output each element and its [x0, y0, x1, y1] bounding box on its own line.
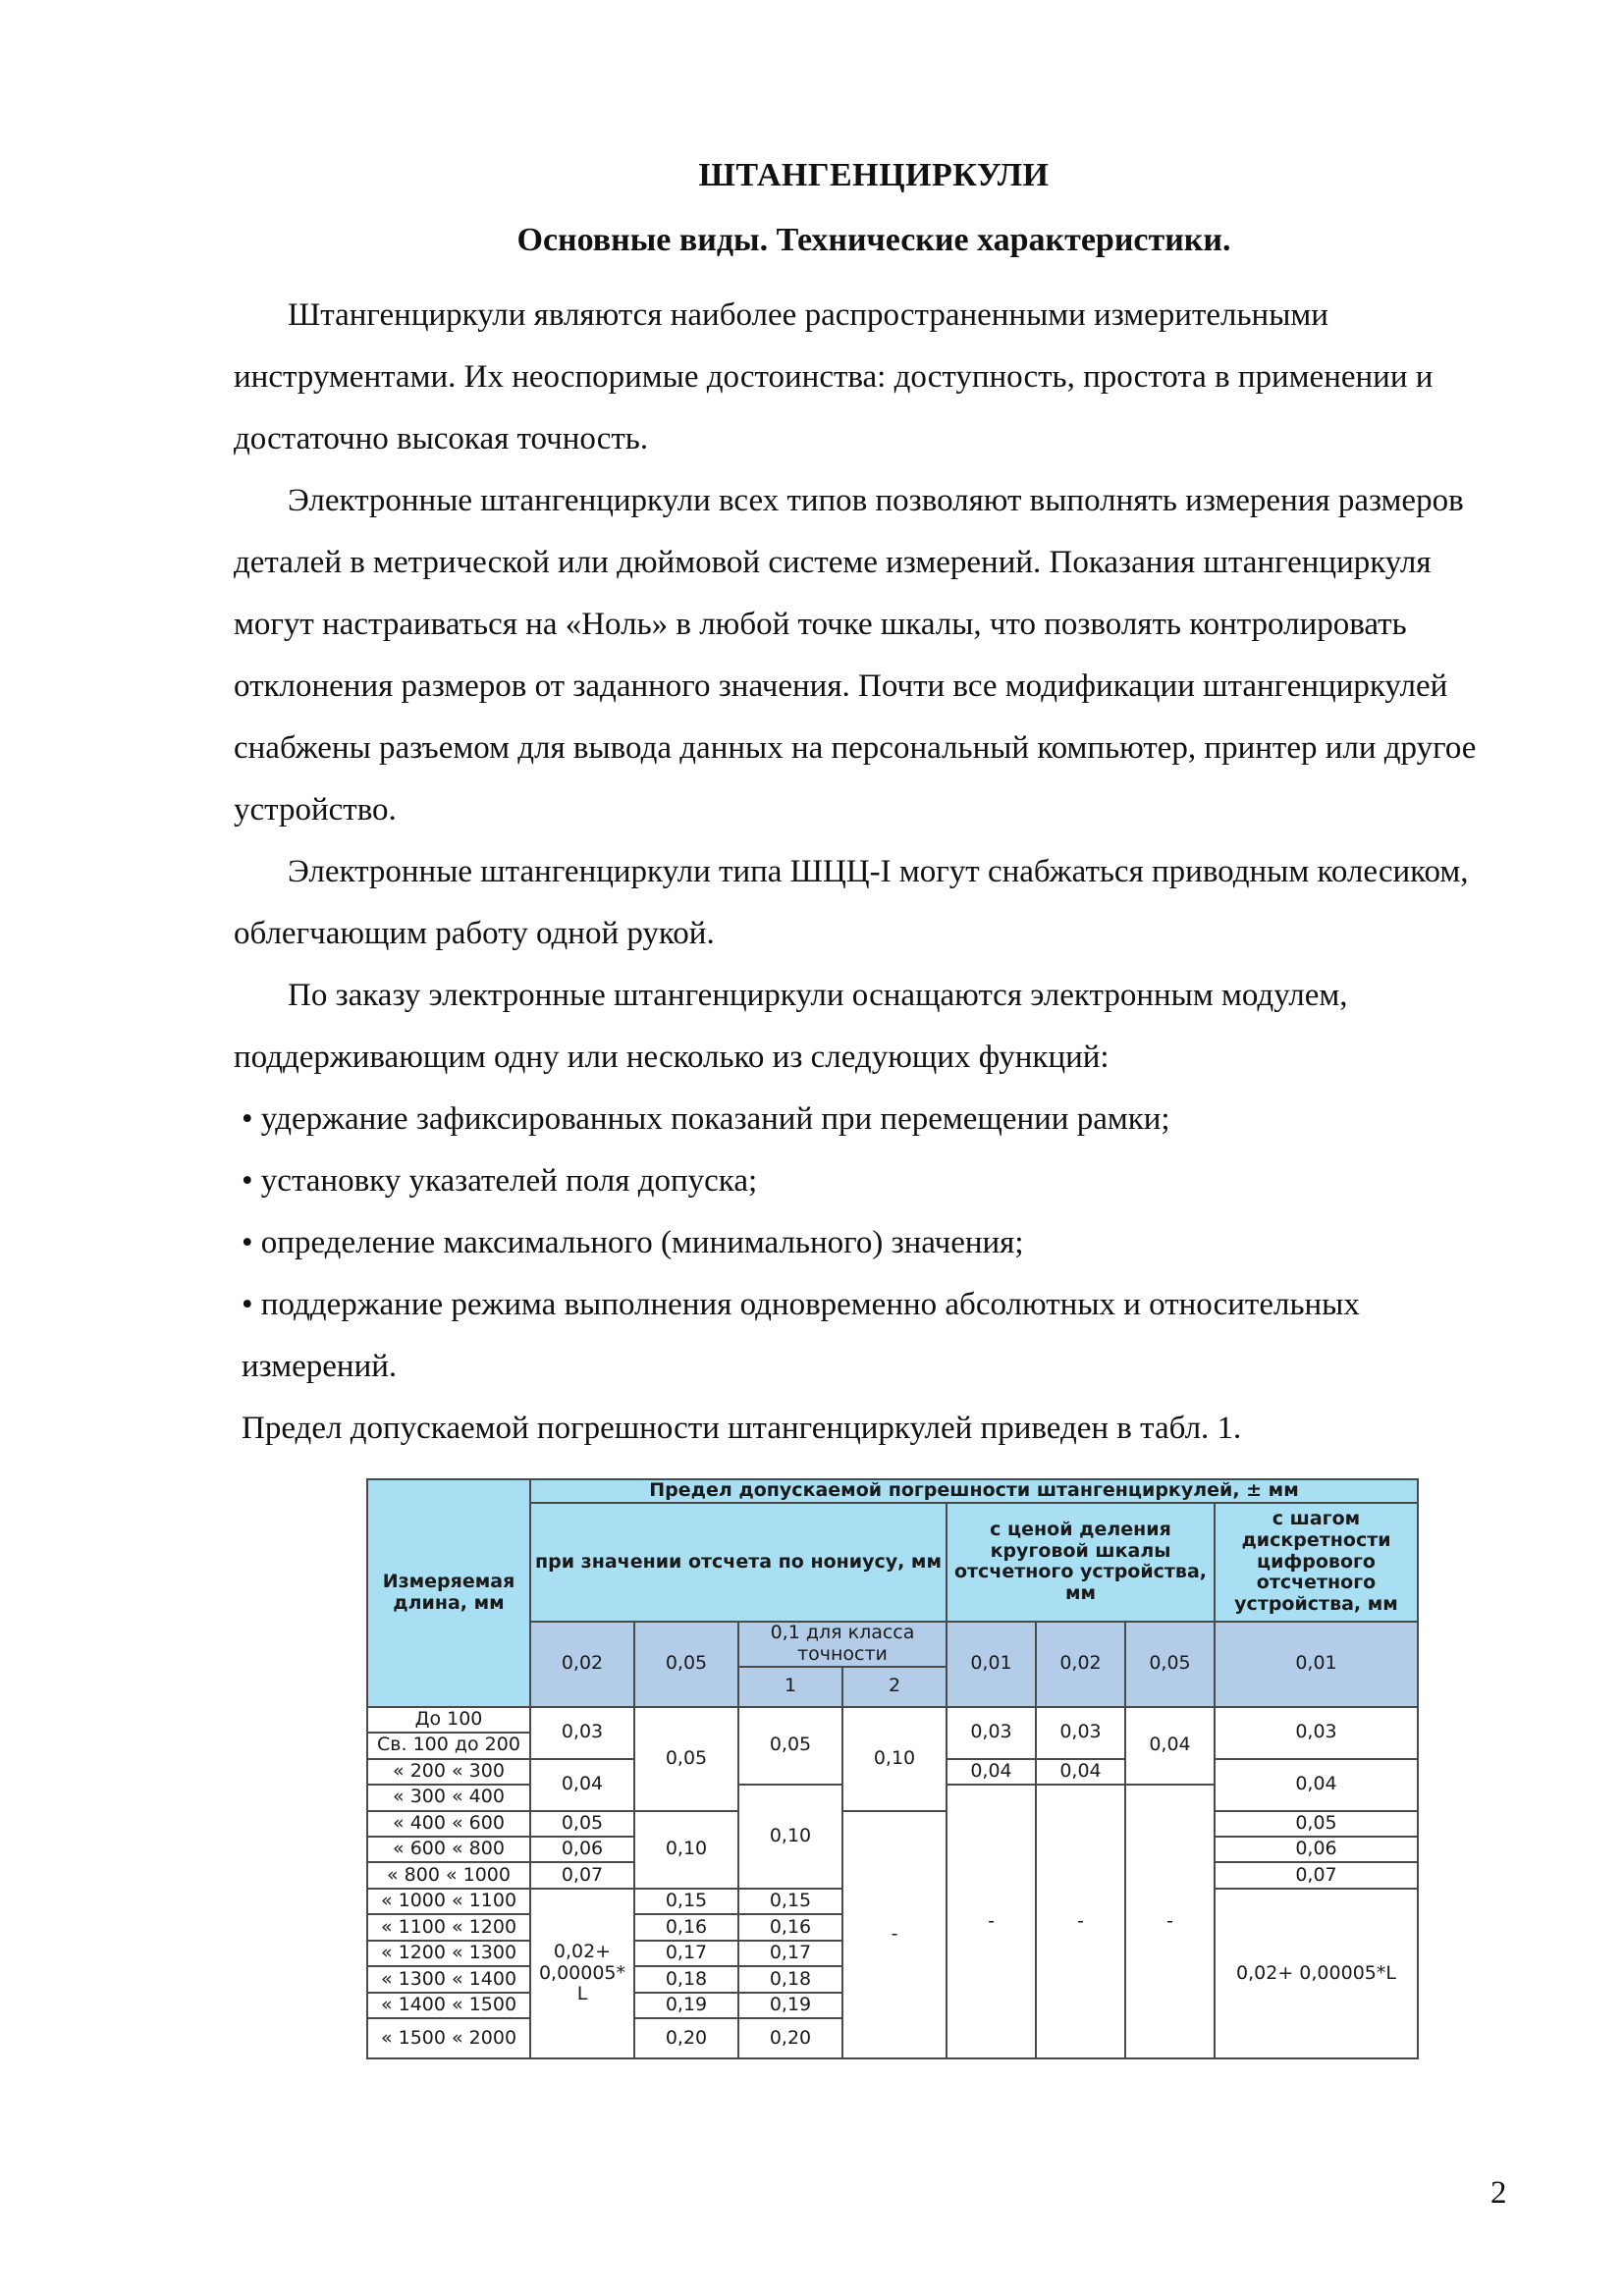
table-cell: 0,02+ 0,00005*L: [1215, 1889, 1418, 2058]
table-cell: 0,16: [634, 1914, 738, 1940]
table-cell: 0,04: [1036, 1759, 1125, 1785]
table-cell: -: [842, 1811, 947, 2058]
header-dial: с ценой деления круговой шкалы отсчетного устройства, мм: [947, 1503, 1215, 1621]
table-cell: 0,18: [634, 1966, 738, 1992]
table-cell: 0,03: [1215, 1707, 1418, 1759]
table-cell: 0,04: [530, 1759, 634, 1811]
row-label: « 1300 « 1400: [367, 1966, 530, 1992]
row-label: « 1400 « 1500: [367, 1993, 530, 2018]
row-label: До 100: [367, 1707, 530, 1733]
table-cell: 0,04: [947, 1759, 1036, 1785]
header-vernier: при значении отсчета по нониусу, мм: [530, 1503, 947, 1621]
table-cell: -: [1125, 1785, 1215, 2058]
table-cell: 0,04: [1215, 1759, 1418, 1811]
table-cell: 0,17: [634, 1941, 738, 1966]
table-cell: 0,19: [738, 1993, 842, 2018]
header-length: Измеряемая длина, мм: [367, 1479, 530, 1707]
paragraph-4: По заказу электронные штангенциркули оснащаются электронным модулем, поддерживающим одну или несколько из следующих функций:: [234, 978, 1348, 1075]
header-digital: с шагом дискретности цифрового отсчетного устройства, мм: [1215, 1503, 1418, 1621]
table-cell: 0,04: [1125, 1707, 1215, 1785]
page-subtitle: Основные виды. Технические характеристики.: [516, 222, 1231, 258]
row-label: « 300 « 400: [367, 1785, 530, 1810]
table-cell: 0,05: [530, 1811, 634, 1837]
row-label: « 400 « 600: [367, 1811, 530, 1837]
table-cell: 0,07: [1215, 1862, 1418, 1888]
paragraph-3: Электронные штангенциркули типа ШЦЦ-I могут снабжаться приводным колесиком, облегчающим работу одной рукой.: [234, 854, 1469, 951]
table-cell: 0,18: [738, 1966, 842, 1992]
header-class-2: 2: [842, 1667, 947, 1707]
row-label: Св. 100 до 200: [367, 1733, 530, 1758]
table-cell: 0,06: [1215, 1837, 1418, 1862]
table-cell: 0,07: [530, 1862, 634, 1888]
table-cell: 0,03: [947, 1707, 1036, 1759]
header-v002: 0,02: [530, 1622, 634, 1707]
table-reference: Предел допускаемой погрешности штангенциркулей приведен в табл. 1.: [242, 1411, 1242, 1446]
bullet-item: • удержание зафиксированных показаний при перемещении рамки;: [242, 1101, 1170, 1137]
table-cell: -: [947, 1785, 1036, 2058]
row-label: « 1100 « 1200: [367, 1914, 530, 1940]
bullet-item: • поддержание режима выполнения одновременно абсолютных и относительных измерений.: [242, 1287, 1360, 1384]
table-cell: 0,20: [738, 2018, 842, 2058]
table-cell: 0,03: [530, 1707, 634, 1759]
table-cell: 0,05: [1215, 1811, 1418, 1837]
page-number: 2: [1490, 2175, 1507, 2211]
table-cell: 0,05: [634, 1707, 738, 1811]
header-class-1: 1: [738, 1667, 842, 1707]
paragraph-2: Электронные штангенциркули всех типов позволяют выполнять измерения размеров деталей в метрической или дюймовой системе измерений. Показания штангенциркуля могут настраиваться на «Ноль» в любой точке шкалы, что позволять контролировать отклонения размеров от заданного значения. Почти все модификации штангенциркулей снабжены разъемом для вывода данных на персональный компьютер, принтер или другое устройство.: [234, 483, 1477, 828]
body-text: [234, 285, 1500, 1460]
row-label: « 1000 « 1100: [367, 1889, 530, 1914]
bullet-item: • установку указателей поля допуска;: [242, 1163, 758, 1199]
row-label: « 800 « 1000: [367, 1862, 530, 1888]
table-cell: 0,10: [634, 1811, 738, 1889]
table-cell: 0,03: [1036, 1707, 1125, 1759]
page-title: ШТАНГЕНЦИРКУЛИ: [698, 157, 1050, 193]
tolerance-table: [366, 1478, 1419, 2059]
row-label: « 1200 « 1300: [367, 1941, 530, 1966]
table-cell: 0,06: [530, 1837, 634, 1862]
bullet-item: • определение максимального (минимального) значения;: [242, 1225, 1024, 1260]
table-cell: 0,20: [634, 2018, 738, 2058]
table-cell: 0,15: [634, 1889, 738, 1914]
row-label: « 1500 « 2000: [367, 2018, 530, 2058]
table-cell: 0,10: [738, 1785, 842, 1889]
tolerance-table-container: [366, 1478, 1417, 2059]
table-cell: 0,16: [738, 1914, 842, 1940]
table-cell: 0,10: [842, 1707, 947, 1811]
table-cell: 0,05: [738, 1707, 842, 1785]
table-cell: 0,02+ 0,00005* L: [530, 1889, 634, 2058]
header-main: Предел допускаемой погрешности штангенциркулей, ± мм: [530, 1479, 1418, 1503]
header-v005: 0,05: [634, 1622, 738, 1707]
row-label: « 200 « 300: [367, 1759, 530, 1785]
row-label: « 600 « 800: [367, 1837, 530, 1862]
header-accuracy-class: 0,1 для класса точности: [738, 1622, 947, 1668]
table-cell: 0,15: [738, 1889, 842, 1914]
table-cell: -: [1036, 1785, 1125, 2058]
header-g001: 0,01: [1215, 1622, 1418, 1707]
table-cell: 0,17: [738, 1941, 842, 1966]
header-d001: 0,01: [947, 1622, 1036, 1707]
table-cell: 0,19: [634, 1993, 738, 2018]
header-d005: 0,05: [1125, 1622, 1215, 1707]
paragraph-1: Штангенциркули являются наиболее распространенными измерительными инструментами. Их неоспоримые достоинства: доступность, простота в применении и достаточно высокая точность.: [234, 297, 1434, 456]
header-d002: 0,02: [1036, 1622, 1125, 1707]
